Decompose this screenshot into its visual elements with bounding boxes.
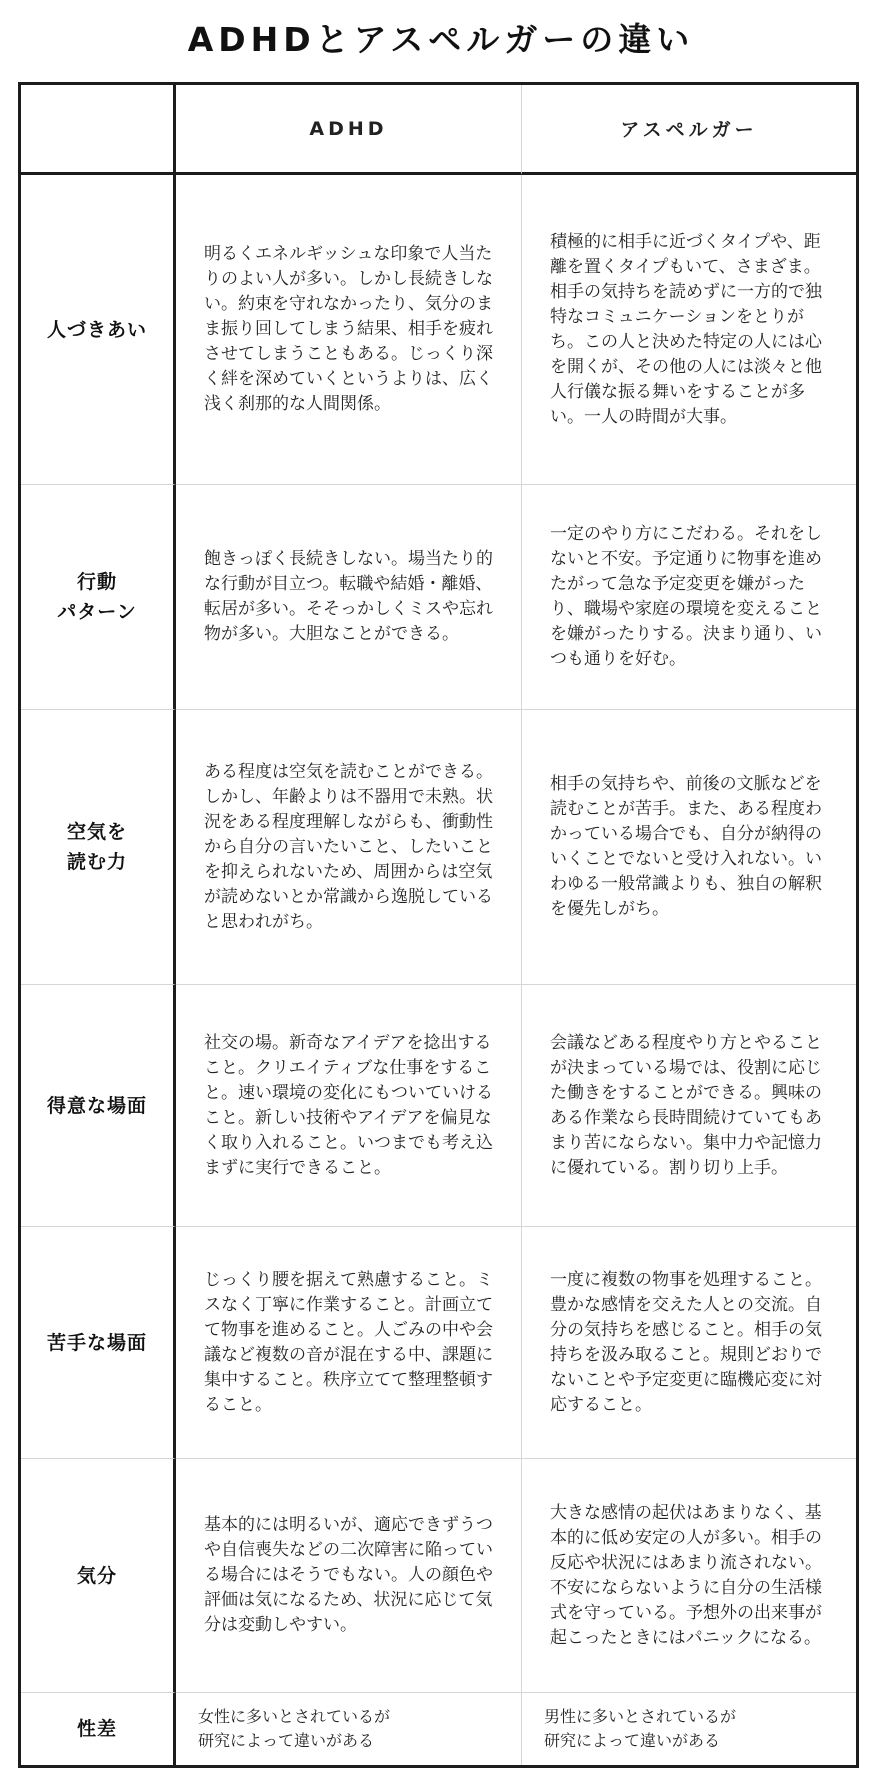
- adhd-cell: [176, 485, 522, 710]
- asperger-cell: [522, 710, 856, 985]
- row-label: 行動 パターン: [57, 571, 137, 623]
- row-label: 人づきあい: [46, 318, 147, 341]
- adhd-text: 社交の場。新奇なアイデアを捻出すること。クリエイティブな仕事をすること。速い環境の変化にもついていけること。新しい技術やアイデアを偏見なく取り入れること。いつまでも考え込まずに実行できること。: [204, 1032, 493, 1178]
- asperger-text: 相手の気持ちや、前後の文脈などを読むことが苦手。また、ある程度わかっている場合でも、自分が納得のいくことでないと受け入れない。いわゆる一般常識よりも、独自の解釈を優先しがち。: [550, 774, 822, 919]
- adhd-text: ある程度は空気を読むことができる。しかし、年齢よりは不器用で未熟。状況をある程度理解しながらも、衝動性から自分の言いたいこと、したいことを抑えられないため、周囲からは空気が読めないとか常識から逸脱していると思われがち。: [204, 761, 493, 932]
- adhd-cell: [176, 1227, 522, 1459]
- row-label: 苦手な場面: [46, 1331, 147, 1354]
- adhd-cell: [176, 985, 522, 1227]
- asperger-cell: [522, 175, 856, 485]
- adhd-text: 基本的には明るいが、適応できずうつや自信喪失などの二次障害に陥っている場合にはそうでもない。人の顔色や評価は気になるため、状況に応じて気分は変動しやすい。: [204, 1515, 493, 1635]
- header-adhd-label: ADHD: [309, 117, 388, 140]
- header-adhd: [176, 85, 522, 175]
- adhd-text: 女性に多いとされているが 研究によって違いがある: [198, 1707, 391, 1750]
- header-asperger-label: アスペルガー: [620, 119, 758, 141]
- asperger-text: 大きな感情の起伏はあまりなく、基本的に低め安定の人が多い。相手の反応や状況にはあまり流されない。不安にならないように自分の生活様式を守っている。予想外の出来事が起こったときにはパニックになる。: [550, 1502, 822, 1648]
- comparison-table: [18, 82, 859, 1768]
- row-label: 得意な場面: [46, 1094, 147, 1117]
- asperger-text: 会議などある程度やり方とやることが決まっている場では、役割に応じた働きをすることができる。興味のある作業なら長時間続けていてもあまり苦にならない。集中力や記憶力に優れている。割り切り上手。: [550, 1032, 822, 1178]
- adhd-cell: [176, 1693, 522, 1765]
- row-label: 性差: [76, 1718, 117, 1740]
- row-label-cell: [21, 175, 176, 485]
- row-label-cell: [21, 1227, 176, 1459]
- header-asperger: [522, 85, 856, 175]
- row-label: 気分: [76, 1564, 117, 1587]
- asperger-cell: [522, 1459, 856, 1693]
- asperger-text: 一定のやり方にこだわる。それをしないと不安。予定通りに物事を進めたがって急な予定変更を嫌がったり、職場や家庭の環境を変えることを嫌がったりする。決まり通り、いつも通りを好む。: [550, 524, 822, 669]
- adhd-cell: [176, 1459, 522, 1693]
- adhd-text: じっくり腰を据えて熟慮すること。ミスなく丁寧に作業すること。計画立てて物事を進めること。人ごみの中や会議など複数の音が混在する中、課題に集中すること。秩序立てて整理整頓すること。: [204, 1269, 493, 1415]
- row-label-cell: [21, 985, 176, 1227]
- asperger-text: 一度に複数の物事を処理すること。豊かな感情を交えた人との交流。自分の気持ちを感じること。相手の気持ちを汲み取ること。規則どおりでないことや予定変更に臨機応変に対応すること。: [550, 1269, 822, 1415]
- asperger-text: 男性に多いとされているが 研究によって違いがある: [544, 1707, 737, 1750]
- asperger-cell: [522, 985, 856, 1227]
- asperger-text: 積極的に相手に近づくタイプや、距離を置くタイプもいて、さまざま。相手の気持ちを読めずに一方的で独特なコミュニケーションをとりがち。この人と決めた特定の人には心を開くが、その他の人には淡々と他人行儀な振る舞いをすることが多い。一人の時間が大事。: [550, 231, 822, 427]
- adhd-text: 飽きっぽく長続きしない。場当たり的な行動が目立つ。転職や結婚・離婚、転居が多い。そそっかしくミスや忘れ物が多い。大胆なことができる。: [204, 549, 493, 644]
- adhd-cell: [176, 175, 522, 485]
- adhd-cell: [176, 710, 522, 985]
- row-label-cell: [21, 710, 176, 985]
- adhd-text: 明るくエネルギッシュな印象で人当たりのよい人が多い。しかし長続きしない。約束を守れなかったり、気分のまま振り回してしまう結果、相手を疲れさせてしまうこともある。じっくり深く絆を深めていくというよりは、広く浅く刹那的な人間関係。: [204, 244, 493, 414]
- row-label-cell: [21, 1693, 176, 1765]
- row-label-cell: [21, 1459, 176, 1693]
- header-corner-cell: [21, 85, 176, 175]
- asperger-cell: [522, 1227, 856, 1459]
- row-label: 空気を 読む力: [66, 821, 127, 873]
- row-label-cell: [21, 485, 176, 710]
- page-title: ADHDとアスペルガーの違い: [187, 20, 695, 59]
- asperger-cell: [522, 1693, 856, 1765]
- asperger-cell: [522, 485, 856, 710]
